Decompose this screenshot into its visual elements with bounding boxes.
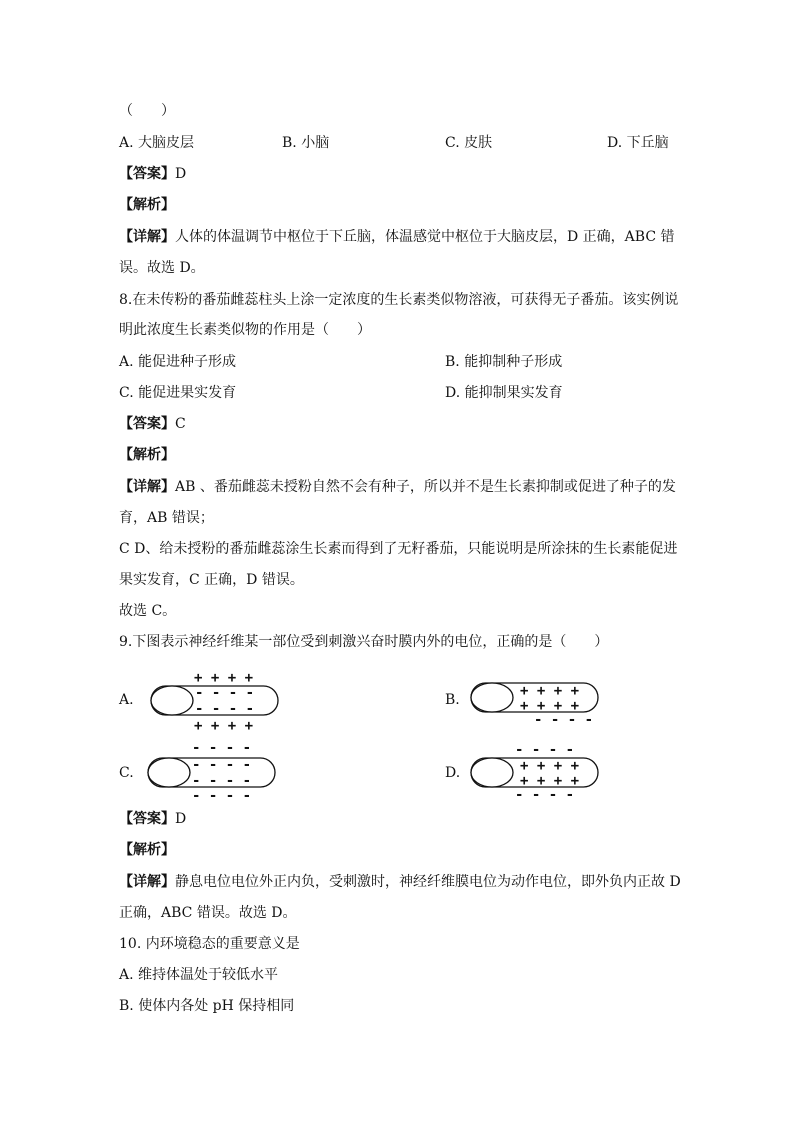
q8-option-d: D. 能抑制果实发育 [445, 385, 563, 401]
q9-label-b: B. [445, 692, 460, 708]
outer-bottom-charges: + + + + [194, 718, 254, 734]
inner-bottom-charges: - - - - [192, 773, 252, 789]
outer-bottom-charges: - - - - [192, 788, 252, 804]
inner-bottom-charges: + + + + [520, 773, 580, 789]
q8-option-c: C. 能促进果实发育 [119, 385, 237, 401]
outer-bottom-charges: - - - - [515, 787, 575, 803]
detail-label: 【详解】 [119, 874, 175, 890]
q8-answer [119, 414, 186, 434]
nerve-fiber-diagram-c [147, 740, 279, 804]
q9-answer [119, 809, 186, 829]
q7-detail-line-2: 误。故选 D。 [119, 260, 205, 276]
q8-analysis-label: 【解析】 [119, 447, 175, 463]
nerve-fiber-diagram-d [470, 742, 602, 802]
q10-option-a: A. 维持体温处于较低水平 [119, 967, 279, 983]
inner-top-charges: - - - - [192, 757, 252, 773]
q7-answer [119, 164, 186, 184]
inner-bottom-charges: - - - - [195, 701, 255, 717]
q8-option-a: A. 能促进种子形成 [119, 354, 237, 370]
inner-top-charges: - - - - [195, 685, 255, 701]
answer-value: D [175, 811, 187, 827]
q9-label-c: C. [119, 765, 134, 781]
inner-top-charges: + + + + [520, 758, 580, 774]
answer-label: 【答案】 [119, 811, 175, 827]
q8-detail-line-4: 果实发育，C 正确，D 错误。 [119, 572, 304, 588]
q8-stem-line-1: 8.在未传粉的番茄雌蕊柱头上涂一定浓度的生长素类似物溶液，可获得无子番茄。该实例说 [119, 292, 679, 308]
q9-detail-line-2: 正确，ABC 错误。故选 D。 [119, 905, 297, 921]
q7-option-d: D. 下丘脑 [607, 135, 669, 151]
inner-top-charges: + + + + [520, 683, 580, 699]
answer-value: D [175, 166, 187, 182]
detail-text: AB 、番茄雌蕊未授粉自然不会有种子，所以并不是生长素抑制或促进了种子的发 [175, 479, 676, 495]
outer-top-charges: - - - - [192, 740, 252, 756]
q7-detail-line-1 [119, 227, 675, 247]
q8-detail-line-2: 育，AB 错误； [119, 510, 214, 526]
inner-bottom-charges: + + + + [520, 698, 580, 714]
detail-label: 【详解】 [119, 479, 175, 495]
q7-option-a: A. 大脑皮层 [119, 135, 195, 151]
detail-text: 静息电位电位外正内负，受刺激时，神经纤维膜电位为动作电位，即外负内正故 D [175, 874, 681, 890]
q7-analysis-label: 【解析】 [119, 197, 175, 213]
q8-detail-line-5: 故选 C。 [119, 603, 177, 619]
detail-label: 【详解】 [119, 229, 175, 245]
q10-option-b: B. 使体内各处 pH 保持相同 [119, 998, 295, 1014]
answer-label: 【答案】 [119, 416, 175, 432]
q9-label-a: A. [119, 692, 134, 708]
q8-detail-line-1 [119, 477, 676, 497]
q8-stem-line-2: 明此浓度生长素类似物的作用是（ ） [119, 322, 371, 338]
outer-bottom-charges: - - - - [534, 712, 594, 728]
answer-label: 【答案】 [119, 166, 175, 182]
answer-value: C [175, 416, 186, 432]
outer-top-charges: - - - - [515, 742, 575, 758]
q8-option-b: B. 能抑制种子形成 [445, 354, 563, 370]
outer-top-charges: + + + + [194, 670, 254, 686]
nerve-fiber-diagram-b [470, 682, 602, 726]
q9-detail-line-1 [119, 872, 681, 892]
q9-stem: 9.下图表示神经纤维某一部位受到刺激兴奋时膜内外的电位，正确的是（ ） [119, 634, 609, 650]
q10-stem: 10. 内环境稳态的重要意义是 [119, 936, 300, 952]
detail-text: 人体的体温调节中枢位于下丘脑，体温感觉中枢位于大脑皮层，D 正确，ABC 错 [175, 229, 675, 245]
q9-analysis-label: 【解析】 [119, 842, 175, 858]
q7-option-c: C. 皮肤 [445, 135, 493, 151]
q7-paren: （ ） [119, 103, 175, 119]
q8-detail-line-3: C D、给未授粉的番茄雌蕊涂生长素而得到了无籽番茄，只能说明是所涂抹的生长素能促进 [119, 541, 678, 557]
q9-label-d: D. [445, 765, 461, 781]
q7-option-b: B. 小脑 [282, 135, 330, 151]
nerve-fiber-diagram-a [150, 668, 282, 732]
